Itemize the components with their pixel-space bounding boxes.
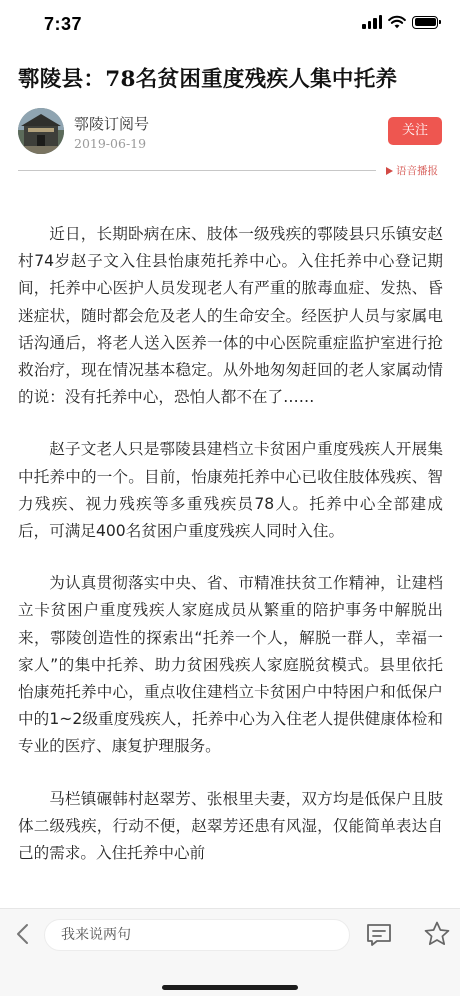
article-paragraph: 近日，长期卧病在床、肢体一级残疾的鄠陵县只乐镇安赵村74岁赵子文入住县怡康苑托养中心。入住托养中心登记期间，托养中心医护人员发现老人有严重的脓毒血症、发热、昏迷症状，随时都会危及老人的生命安全。经医护人员与家属电话沟通后，将老人送入医养一体的中心医院重症监护室进行抢救治疗，现在情况基本稳定。从外地匆匆赶回的老人家属动情的说：没有托养中心，恐怕人都不在了…… [18, 225, 443, 407]
author-row [18, 108, 442, 156]
article-body [18, 221, 443, 907]
voice-broadcast-button[interactable] [386, 163, 438, 178]
article-paragraph: 马栏镇碾韩村赵翠芳、张根里夫妻，双方均是低保户且肢体二级残疾，行动不便，赵翠芳还患有风湿，仅能简单表达自己的需求。入住托养中心前 [18, 789, 443, 863]
bottom-toolbar [0, 908, 460, 996]
battery-icon [412, 16, 438, 29]
cellular-signal-icon [362, 15, 382, 29]
article-paragraph: 赵子文老人只是鄠陵县建档立卡贫困户重度残疾人开展集中托养中的一个。目前，怡康苑托养中心已收住肢体残疾、智力残疾、视力残疾等多重残疾员78人。托养中心全部建成后，可满足400名贫困户重度残疾人同时入住。 [18, 440, 443, 541]
voice-broadcast-label: 语音播报 [396, 165, 438, 177]
chevron-left-icon [15, 922, 31, 946]
star-icon [423, 920, 451, 948]
play-icon [386, 167, 393, 175]
article-paragraph: 为认真贯彻落实中央、省、市精准扶贫工作精神，让建档立卡贫困户重度残疾人家庭成员从繁重的陪护事务中解脱出来，鄠陵创造性的探索出“托养一个人，解脱一群人，幸福一家人”的集中托养、助力贫困残疾人家庭脱贫模式。县里依托怡康苑托养中心，重点收住建档立卡贫困户中特困户和低保户中的1~2级重度残疾人，托养中心为入住老人提供健康体检和专业的医疗、康复护理服务。 [18, 574, 443, 756]
home-indicator [162, 985, 298, 990]
status-time: 7:37 [44, 14, 83, 34]
divider-row [18, 163, 442, 179]
follow-button[interactable]: 关注 [388, 117, 442, 145]
comment-input[interactable]: 我来说两句 [44, 919, 350, 951]
back-button[interactable] [10, 921, 36, 947]
comment-button[interactable] [365, 921, 393, 949]
wifi-icon [388, 15, 406, 29]
divider [18, 170, 376, 171]
author-avatar[interactable] [18, 108, 64, 154]
status-bar [0, 0, 460, 48]
publish-date: 2019-06-19 [74, 136, 147, 151]
status-icons [362, 15, 438, 29]
favorite-button[interactable] [423, 920, 451, 948]
comment-icon [365, 921, 393, 949]
author-name[interactable]: 鄠陵订阅号 [74, 115, 150, 133]
article-title: 鄠陵县：78名贫困重度残疾人集中托养 [18, 67, 398, 92]
